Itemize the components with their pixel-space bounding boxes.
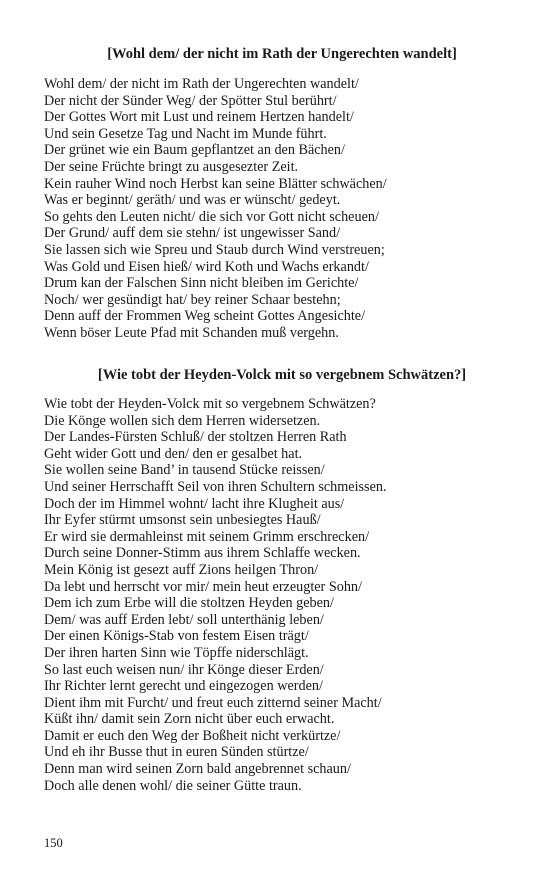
poem-title-2: [Wie tobt der Heyden-Volck mit so vergebnem Schwätzen?] [97, 367, 467, 383]
verse-line: Und seiner Herrschafft Seil von ihren Schultern schmeissen. [44, 478, 387, 495]
verse-line: Küßt ihn/ damit sein Zorn nicht über euch erwacht. [44, 711, 335, 728]
verse-line: Drum kan der Falschen Sinn nicht bleiben im Gerichte/ [44, 275, 359, 292]
poem-2-verses [44, 396, 387, 794]
verse-line: Denn man wird seinen Zorn bald angebrennet schaun/ [44, 761, 351, 778]
verse-line: Wenn böser Leute Pfad mit Schanden muß vergehn. [44, 324, 339, 341]
verse-line: Da lebt und herrscht vor mir/ mein heut erzeugter Sohn/ [44, 578, 362, 595]
verse-line: Der ihren harten Sinn wie Töpffe niderschlägt. [44, 644, 309, 661]
verse-line: Der seine Früchte bringt zu ausgesezter Zeit. [44, 158, 299, 175]
page-number: 150 [44, 836, 63, 850]
verse-line: Dem/ was auff Erden lebt/ soll unterthänig leben/ [44, 611, 324, 628]
verse-line: Der einen Königs-Stab von festem Eisen trägt/ [44, 628, 309, 645]
verse-line: Die Könge wollen sich dem Herren widersetzen. [44, 412, 321, 429]
verse-line: Kein rauher Wind noch Herbst kan seine Blätter schwächen/ [44, 175, 387, 192]
verse-line: Damit er euch den Weg der Boßheit nicht verkürtze/ [44, 727, 341, 744]
verse-line: Doch der im Himmel wohnt/ lacht ihre Klugheit aus/ [44, 495, 345, 512]
verse-line: Der nicht der Sünder Weg/ der Spötter Stul berührt/ [44, 92, 337, 109]
verse-line: Was er beginnt/ geräth/ und was er wünscht/ gedeyt. [44, 192, 341, 209]
verse-line: Denn auff der Frommen Weg scheint Gottes Angesichte/ [44, 308, 366, 325]
poem-title-1: [Wohl dem/ der nicht im Rath der Ungerechten wandelt] [107, 46, 457, 62]
verse-line: Wohl dem/ der nicht im Rath der Ungerechten wandelt/ [44, 76, 359, 92]
verse-line: Sie wollen seine Band’ in tausend Stücke reissen/ [44, 462, 325, 479]
verse-line: Er wird sie dermahleinst mit seinem Grimm erschrecken/ [44, 528, 370, 545]
verse-line: Ihr Eyfer stürmt umsonst sein unbesiegtes Hauß/ [44, 512, 321, 529]
verse-line: Was Gold und Eisen hieß/ wird Koth und Wachs erkandt/ [44, 258, 369, 275]
verse-line: Der Grund/ auff dem sie stehn/ ist ungewisser Sand/ [44, 225, 341, 242]
verse-line: Und sein Gesetze Tag und Nacht im Munde führt. [44, 125, 327, 142]
verse-line: Doch alle denen wohl/ die seiner Gütte traun. [44, 777, 302, 794]
verse-line: Der Landes-Fürsten Schluß/ der stoltzen Herren Rath [44, 429, 347, 446]
verse-line: Der Gottes Wort mit Lust und reinem Hertzen handelt/ [44, 109, 354, 126]
verse-line: So gehts den Leuten nicht/ die sich vor Gott nicht scheuen/ [44, 208, 379, 225]
verse-line: So last euch weisen nun/ ihr Könge dieser Erden/ [44, 661, 324, 678]
verse-line: Sie lassen sich wie Spreu und Staub durch Wind verstreuen; [44, 241, 385, 258]
verse-line: Dient ihm mit Furcht/ und freut euch zitternd seiner Macht/ [44, 694, 382, 711]
verse-line: Wie tobt der Heyden-Volck mit so vergebnem Schwätzen? [44, 396, 376, 412]
verse-line: Durch seine Donner-Stimm aus ihrem Schlaffe wecken. [44, 545, 361, 562]
verse-line: Mein König ist gesezt auff Zions heilgen Thron/ [44, 561, 319, 578]
verse-line: Und eh ihr Busse thut in euren Sünden stürtze/ [44, 744, 309, 761]
verse-line: Der grünet wie ein Baum gepflantzet an den Bächen/ [44, 142, 345, 159]
verse-line: Dem ich zum Erbe will die stoltzen Heyden geben/ [44, 595, 334, 612]
poem-1-verses [44, 76, 387, 342]
verse-line: Geht wider Gott und den/ den er gesalbet hat. [44, 445, 303, 462]
verse-line: Noch/ wer gesündigt hat/ bey reiner Schaar bestehn; [44, 291, 341, 308]
verse-line: Ihr Richter lernt gerecht und eingezogen werden/ [44, 678, 323, 695]
